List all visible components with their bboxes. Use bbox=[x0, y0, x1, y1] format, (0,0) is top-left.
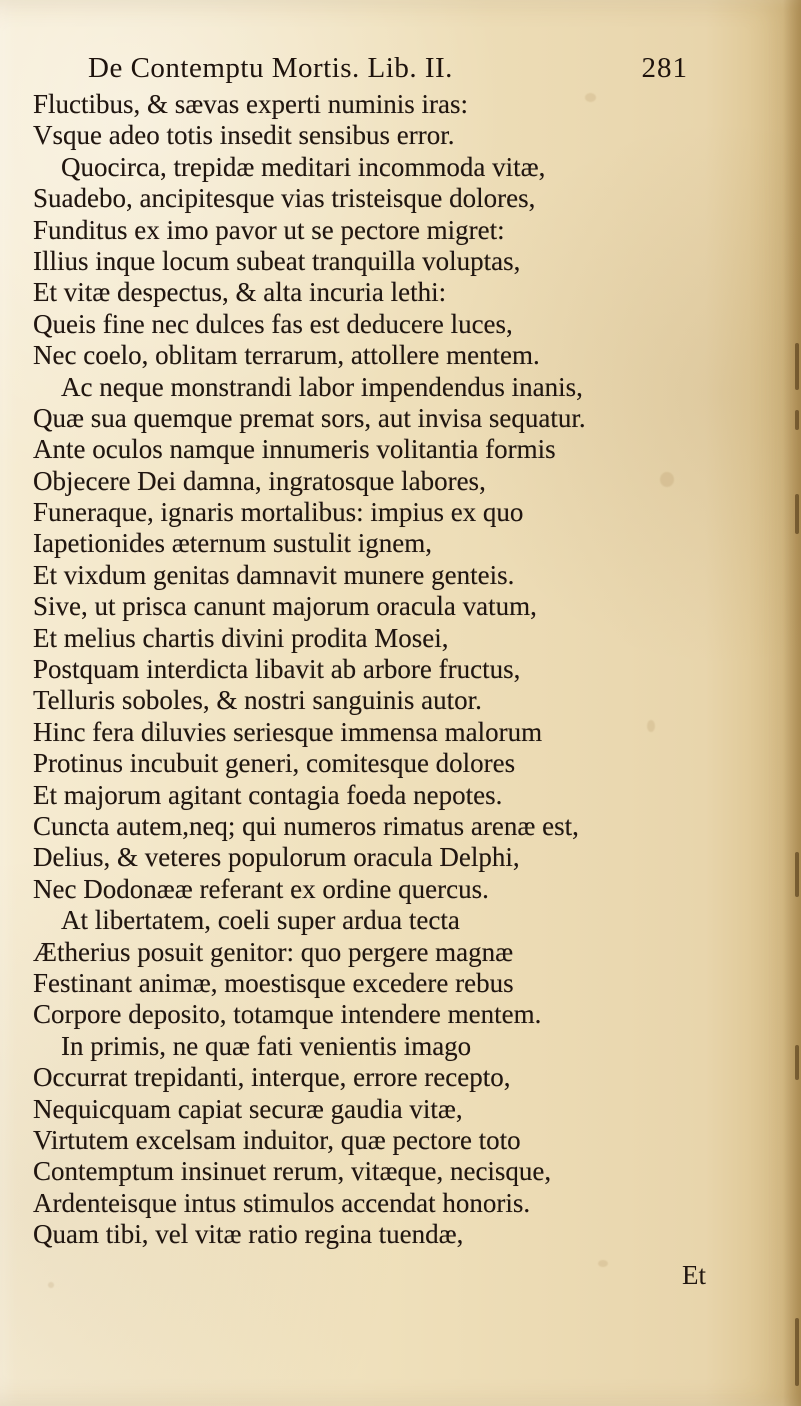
poem-line: Cuncta autem,neq; qui numeros rimatus arenæ est, bbox=[33, 810, 579, 841]
poem-line: Et vitæ despectus, & alta incuria lethi: bbox=[33, 277, 447, 308]
poem-line: Quocirca, trepidæ meditari incommoda vitæ, bbox=[61, 151, 546, 182]
catchword: Et bbox=[682, 1260, 706, 1290]
page-edge-mark bbox=[795, 1045, 799, 1080]
poem-line: Et melius chartis divini prodita Mosei, bbox=[33, 622, 449, 653]
poem-line: Suadebo, ancipitesque vias tristeisque dolores, bbox=[33, 183, 536, 214]
poem-line: Virtutem excelsam induitor, quæ pectore toto bbox=[33, 1124, 521, 1155]
poem-line: At libertatem, coeli super ardua tecta bbox=[61, 905, 460, 936]
poem-line: Quam tibi, vel vitæ ratio regina tuendæ, bbox=[33, 1219, 464, 1250]
poem-line: Objecere Dei damna, ingratosque labores, bbox=[33, 465, 486, 496]
poem-line: Ætherius posuit genitor: quo pergere magnæ bbox=[33, 936, 514, 967]
poem-line: Delius, & veteres populorum oracula Delphi, bbox=[33, 842, 520, 873]
poem-line: Quæ sua quemque premat sors, aut invisa sequatur. bbox=[33, 402, 586, 433]
poem-line: Queis fine nec dulces fas est deducere luces, bbox=[33, 308, 513, 339]
poem-line: Et majorum agitant contagia foeda nepotes. bbox=[33, 779, 503, 810]
latin-poem bbox=[33, 89, 708, 1250]
poem-line: Occurrat trepidanti, interque, errore recepto, bbox=[33, 1062, 511, 1093]
poem-line: Fluctibus, & sævas experti numinis iras: bbox=[33, 89, 468, 119]
poem-line: Et vixdum genitas damnavit munere genteis. bbox=[33, 559, 515, 590]
page-edge-mark bbox=[795, 494, 799, 534]
poem-line: Telluris soboles, & nostri sanguinis autor. bbox=[33, 685, 482, 716]
poem-line: Ardenteisque intus stimulos accendat honoris. bbox=[33, 1187, 531, 1218]
poem-line: Vsque adeo totis insedit sensibus error. bbox=[33, 120, 455, 151]
paper-stain bbox=[48, 1282, 54, 1288]
poem-line: Ante oculos namque innumeris volitantia formis bbox=[33, 434, 556, 465]
poem-line: Funeraque, ignaris mortalibus: impius ex quo bbox=[33, 497, 524, 528]
poem-line: Festinant animæ, moestisque excedere rebus bbox=[33, 967, 514, 998]
poem-line: Nec Dodonææ referant ex ordine quercus. bbox=[33, 873, 489, 904]
poem-line: Sive, ut prisca canunt majorum oracula vatum, bbox=[33, 591, 537, 622]
poem-line: Contemptum insinuet rerum, vitæque, necisque, bbox=[33, 1156, 552, 1187]
paper-stain bbox=[598, 1260, 608, 1267]
page-edge-mark bbox=[795, 1318, 799, 1386]
page-edge-mark bbox=[795, 343, 799, 390]
running-header bbox=[88, 52, 688, 90]
poem-line: Ac neque monstrandi labor impendendus inanis, bbox=[61, 371, 583, 402]
poem-line: Nec coelo, oblitam terrarum, attollere mentem. bbox=[33, 340, 540, 371]
page-edge-mark bbox=[795, 410, 799, 430]
poem-line: Hinc fera diluvies seriesque immensa malorum bbox=[33, 716, 543, 747]
poem-line: Protinus incubuit generi, comitesque dolores bbox=[33, 748, 516, 779]
poem-line: Funditus ex imo pavor ut se pectore migret: bbox=[33, 214, 505, 245]
binding-shadow bbox=[783, 0, 801, 1406]
poem-line: Nequicquam capiat securæ gaudia vitæ, bbox=[33, 1093, 463, 1124]
running-title: De Contemptu Mortis. Lib. II. bbox=[88, 52, 453, 84]
poem-line: Iapetionides æternum sustulit ignem, bbox=[33, 528, 432, 559]
page-number: 281 bbox=[641, 52, 688, 84]
poem-line: Corpore deposito, totamque intendere mentem. bbox=[33, 999, 542, 1030]
page-edge-mark bbox=[795, 852, 799, 897]
poem-line: Postquam interdicta libavit ab arbore fructus, bbox=[33, 654, 521, 685]
poem-line: Illius inque locum subeat tranquilla voluptas, bbox=[33, 245, 521, 276]
poem-line: In primis, ne quæ fati venientis imago bbox=[61, 1030, 472, 1061]
